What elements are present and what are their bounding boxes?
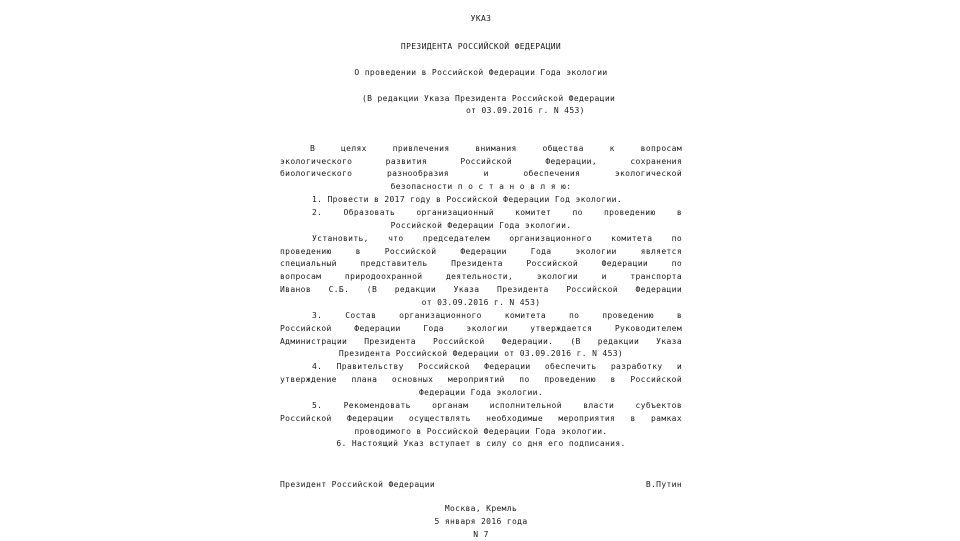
decree-heading: УКАЗ [470, 14, 492, 23]
body-line: безопасности п о с т а н о в л я ю: [390, 182, 572, 191]
signature-name: В.Путин [645, 480, 682, 489]
decree-subject: О проведении в Российской Федерации Года экологии [354, 68, 608, 77]
body-line: Администрации Президента Российской Федерации. (В редакции Указа [280, 337, 682, 346]
body-line: 3. Состав организационного комитета по проведению в [312, 311, 682, 320]
body-line: вопросам природоохранной деятельности, экологии и транспорта [280, 272, 682, 281]
decree-number: N 7 [473, 530, 489, 539]
body-line: Российской Федерации Года экологии. [390, 221, 572, 230]
body-line: Установить, что председателем организационного комитета по [312, 234, 682, 243]
body-line: биологического разнообразия и обеспечения экологической [280, 169, 682, 178]
body-line: Российской Федерации осуществлять необходимые мероприятия в рамках [280, 414, 682, 423]
body-line: от 03.09.2016 г. N 453) [421, 298, 541, 307]
body-line: В целях привлечения внимания общества к вопросам [310, 144, 682, 153]
body-line: 4. Правительству Российской Федерации обеспечить разработку и [312, 362, 682, 371]
body-line: 5. Рекомендовать органам исполнительной власти субъектов [312, 401, 682, 410]
body-line: Президента Российской Федерации от 03.09.2016 г. N 453) [338, 349, 624, 358]
decree-issuer: ПРЕЗИДЕНТА РОССИЙСКОЙ ФЕДЕРАЦИИ [400, 42, 562, 51]
body-line: 2. Образовать организационный комитет по проведению в [312, 208, 682, 217]
body-line: проведению в Российской Федерации Года экологии является [280, 247, 682, 256]
edition-note-line-2: от 03.09.2016 г. N 453) [466, 106, 585, 115]
body-line: 1. Провести в 2017 году в Российской Федерации Год экологии. [312, 195, 622, 204]
body-line: Иванов С.Б. (В редакции Указа Президента Российской Федерации [280, 285, 682, 294]
body-line: утверждение плана основных мероприятий по проведению в Российской [280, 375, 682, 384]
body-line: специальный представитель Президента Российской Федерации по [280, 259, 682, 268]
edition-note-line-1: (В редакции Указа Президента Российской Федерации [362, 94, 616, 103]
signature-title: Президент Российской Федерации [280, 480, 435, 489]
body-line: проводимого в Российской Федерации Года экологии. [354, 427, 608, 436]
signing-date: 5 января 2016 года [434, 517, 528, 526]
body-line: Федерации Года экологии. [419, 388, 543, 397]
body-line: 6. Настоящий Указ вступает в силу со дня его подписания. [336, 439, 626, 448]
signing-place: Москва, Кремль [444, 504, 518, 513]
body-line: экологического развития Российской Федерации, сохранения [280, 157, 682, 166]
body-line: Российской Федерации Года экологии утверждается Руководителем [280, 324, 682, 333]
